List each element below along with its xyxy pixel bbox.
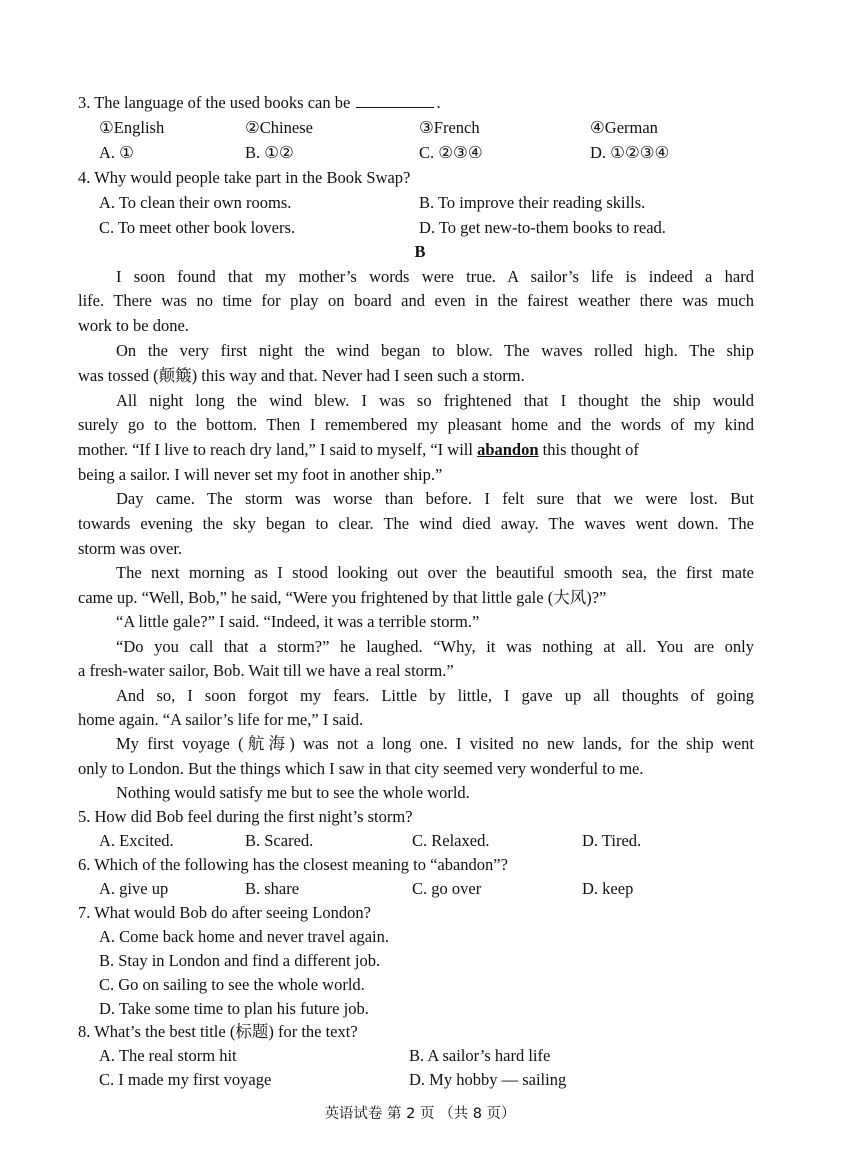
q3-item-4: ④German [590, 118, 658, 137]
passage-line: Nothing would satisfy me but to see the whole world. [116, 783, 470, 802]
passage-line: life. There was no time for play on board and even in the fairest weather there was much [78, 291, 754, 310]
q5-option-a: A. Excited. [99, 831, 174, 850]
q7-stem: 7. What would Bob do after seeing London? [78, 903, 371, 922]
q3-option-b: B. ①② [245, 143, 294, 162]
passage-line: My first voyage (航海) was not a long one. I visited no new lands, for the ship went [116, 734, 754, 753]
passage-line: work to be done. [78, 316, 189, 335]
passage-line: a fresh-water sailor, Bob. Wait till we have a real storm.” [78, 661, 454, 680]
passage-line: towards evening the sky began to clear. The wind died away. The waves went down. The [78, 514, 754, 533]
q8-option-d: D. My hobby — sailing [409, 1070, 567, 1089]
q3-item-1: ①English [99, 118, 165, 137]
section-b-heading: B [414, 242, 426, 261]
passage-line: surely go to the bottom. Then I remembered my pleasant home and the words of my kind [78, 415, 754, 434]
q3-stem-text: 3. The language of the used books can be [78, 93, 351, 112]
q5-option-b: B. Scared. [245, 831, 314, 850]
q7-option-d: D. Take some time to plan his future job. [99, 999, 369, 1018]
passage-line: home again. “A sailor’s life for me,” I said. [78, 710, 364, 729]
passage-line: “A little gale?” I said. “Indeed, it was a terrible storm.” [116, 612, 480, 631]
passage-line: came up. “Well, Bob,” he said, “Were you frightened by that little gale (大风)?” [78, 588, 607, 607]
q4-option-d: D. To get new-to-them books to read. [419, 218, 666, 237]
q6-option-b: B. share [245, 879, 300, 898]
passage-line: The next morning as I stood looking out over the beautiful smooth sea, the first mate [116, 563, 754, 582]
passage-line: I soon found that my mother’s words were true. A sailor’s life is indeed a hard [116, 267, 754, 286]
q6-option-c: C. go over [412, 879, 482, 898]
passage-line: “Do you call that a storm?” he laughed. “Why, it was nothing at all. You are only [116, 637, 754, 656]
q3-option-a: A. ① [99, 143, 134, 162]
q8-option-a: A. The real storm hit [99, 1046, 237, 1065]
passage-line: only to London. But the things which I saw in that city seemed very wonderful to me. [78, 759, 644, 778]
q8-option-c: C. I made my first voyage [99, 1070, 272, 1089]
q4-option-c: C. To meet other book lovers. [99, 218, 296, 237]
q6-option-a: A. give up [99, 879, 169, 898]
q4-option-b: B. To improve their reading skills. [419, 193, 646, 212]
passage-line: was tossed (颠簸) this way and that. Never had I seen such a storm. [78, 366, 525, 385]
q3-stem [78, 92, 441, 114]
q7-option-a: A. Come back home and never travel again. [99, 927, 390, 946]
q5-option-c: C. Relaxed. [412, 831, 490, 850]
passage-line-text: mother. “If I live to reach dry land,” I said to myself, “I will [78, 440, 473, 459]
passage-line: storm was over. [78, 539, 183, 558]
q3-option-d: D. ①②③④ [590, 143, 670, 162]
passage-line: Day came. The storm was worse than before. I felt sure that we were lost. But [116, 489, 754, 508]
q5-stem: 5. How did Bob feel during the first night’s storm? [78, 807, 413, 826]
q6-stem: 6. Which of the following has the closest meaning to “abandon”? [78, 855, 508, 874]
passage-line: All night long the wind blew. I was so frightened that I thought the ship would [116, 391, 754, 410]
q6-option-d: D. keep [582, 879, 634, 898]
q3-item-3: ③French [419, 118, 480, 137]
abandon-word: abandon [477, 440, 539, 459]
q3-answer-blank [356, 93, 434, 108]
passage-line: On the very first night the wind began to blow. The waves rolled high. The ship [116, 341, 754, 360]
q3-option-c: C. ②③④ [419, 143, 483, 162]
q4-stem: 4. Why would people take part in the Book Swap? [78, 168, 411, 187]
q7-option-c: C. Go on sailing to see the whole world. [99, 975, 365, 994]
passage-line-abandon [78, 439, 639, 461]
q7-option-b: B. Stay in London and find a different job. [99, 951, 381, 970]
q3-item-2: ②Chinese [245, 118, 313, 137]
q8-stem: 8. What’s the best title (标题) for the text? [78, 1022, 358, 1041]
passage-line: being a sailor. I will never set my foot in another ship.” [78, 465, 443, 484]
q4-option-a: A. To clean their own rooms. [99, 193, 292, 212]
passage-line-tail: this thought of [538, 440, 639, 459]
page-footer: 英语试卷 第 2 页 （共 8 页） [324, 1106, 516, 1122]
q8-option-b: B. A sailor’s hard life [409, 1046, 551, 1065]
q3-period: . [436, 93, 441, 112]
q5-option-d: D. Tired. [582, 831, 642, 850]
passage-line: And so, I soon forgot my fears. Little by little, I gave up all thoughts of going [116, 686, 754, 705]
